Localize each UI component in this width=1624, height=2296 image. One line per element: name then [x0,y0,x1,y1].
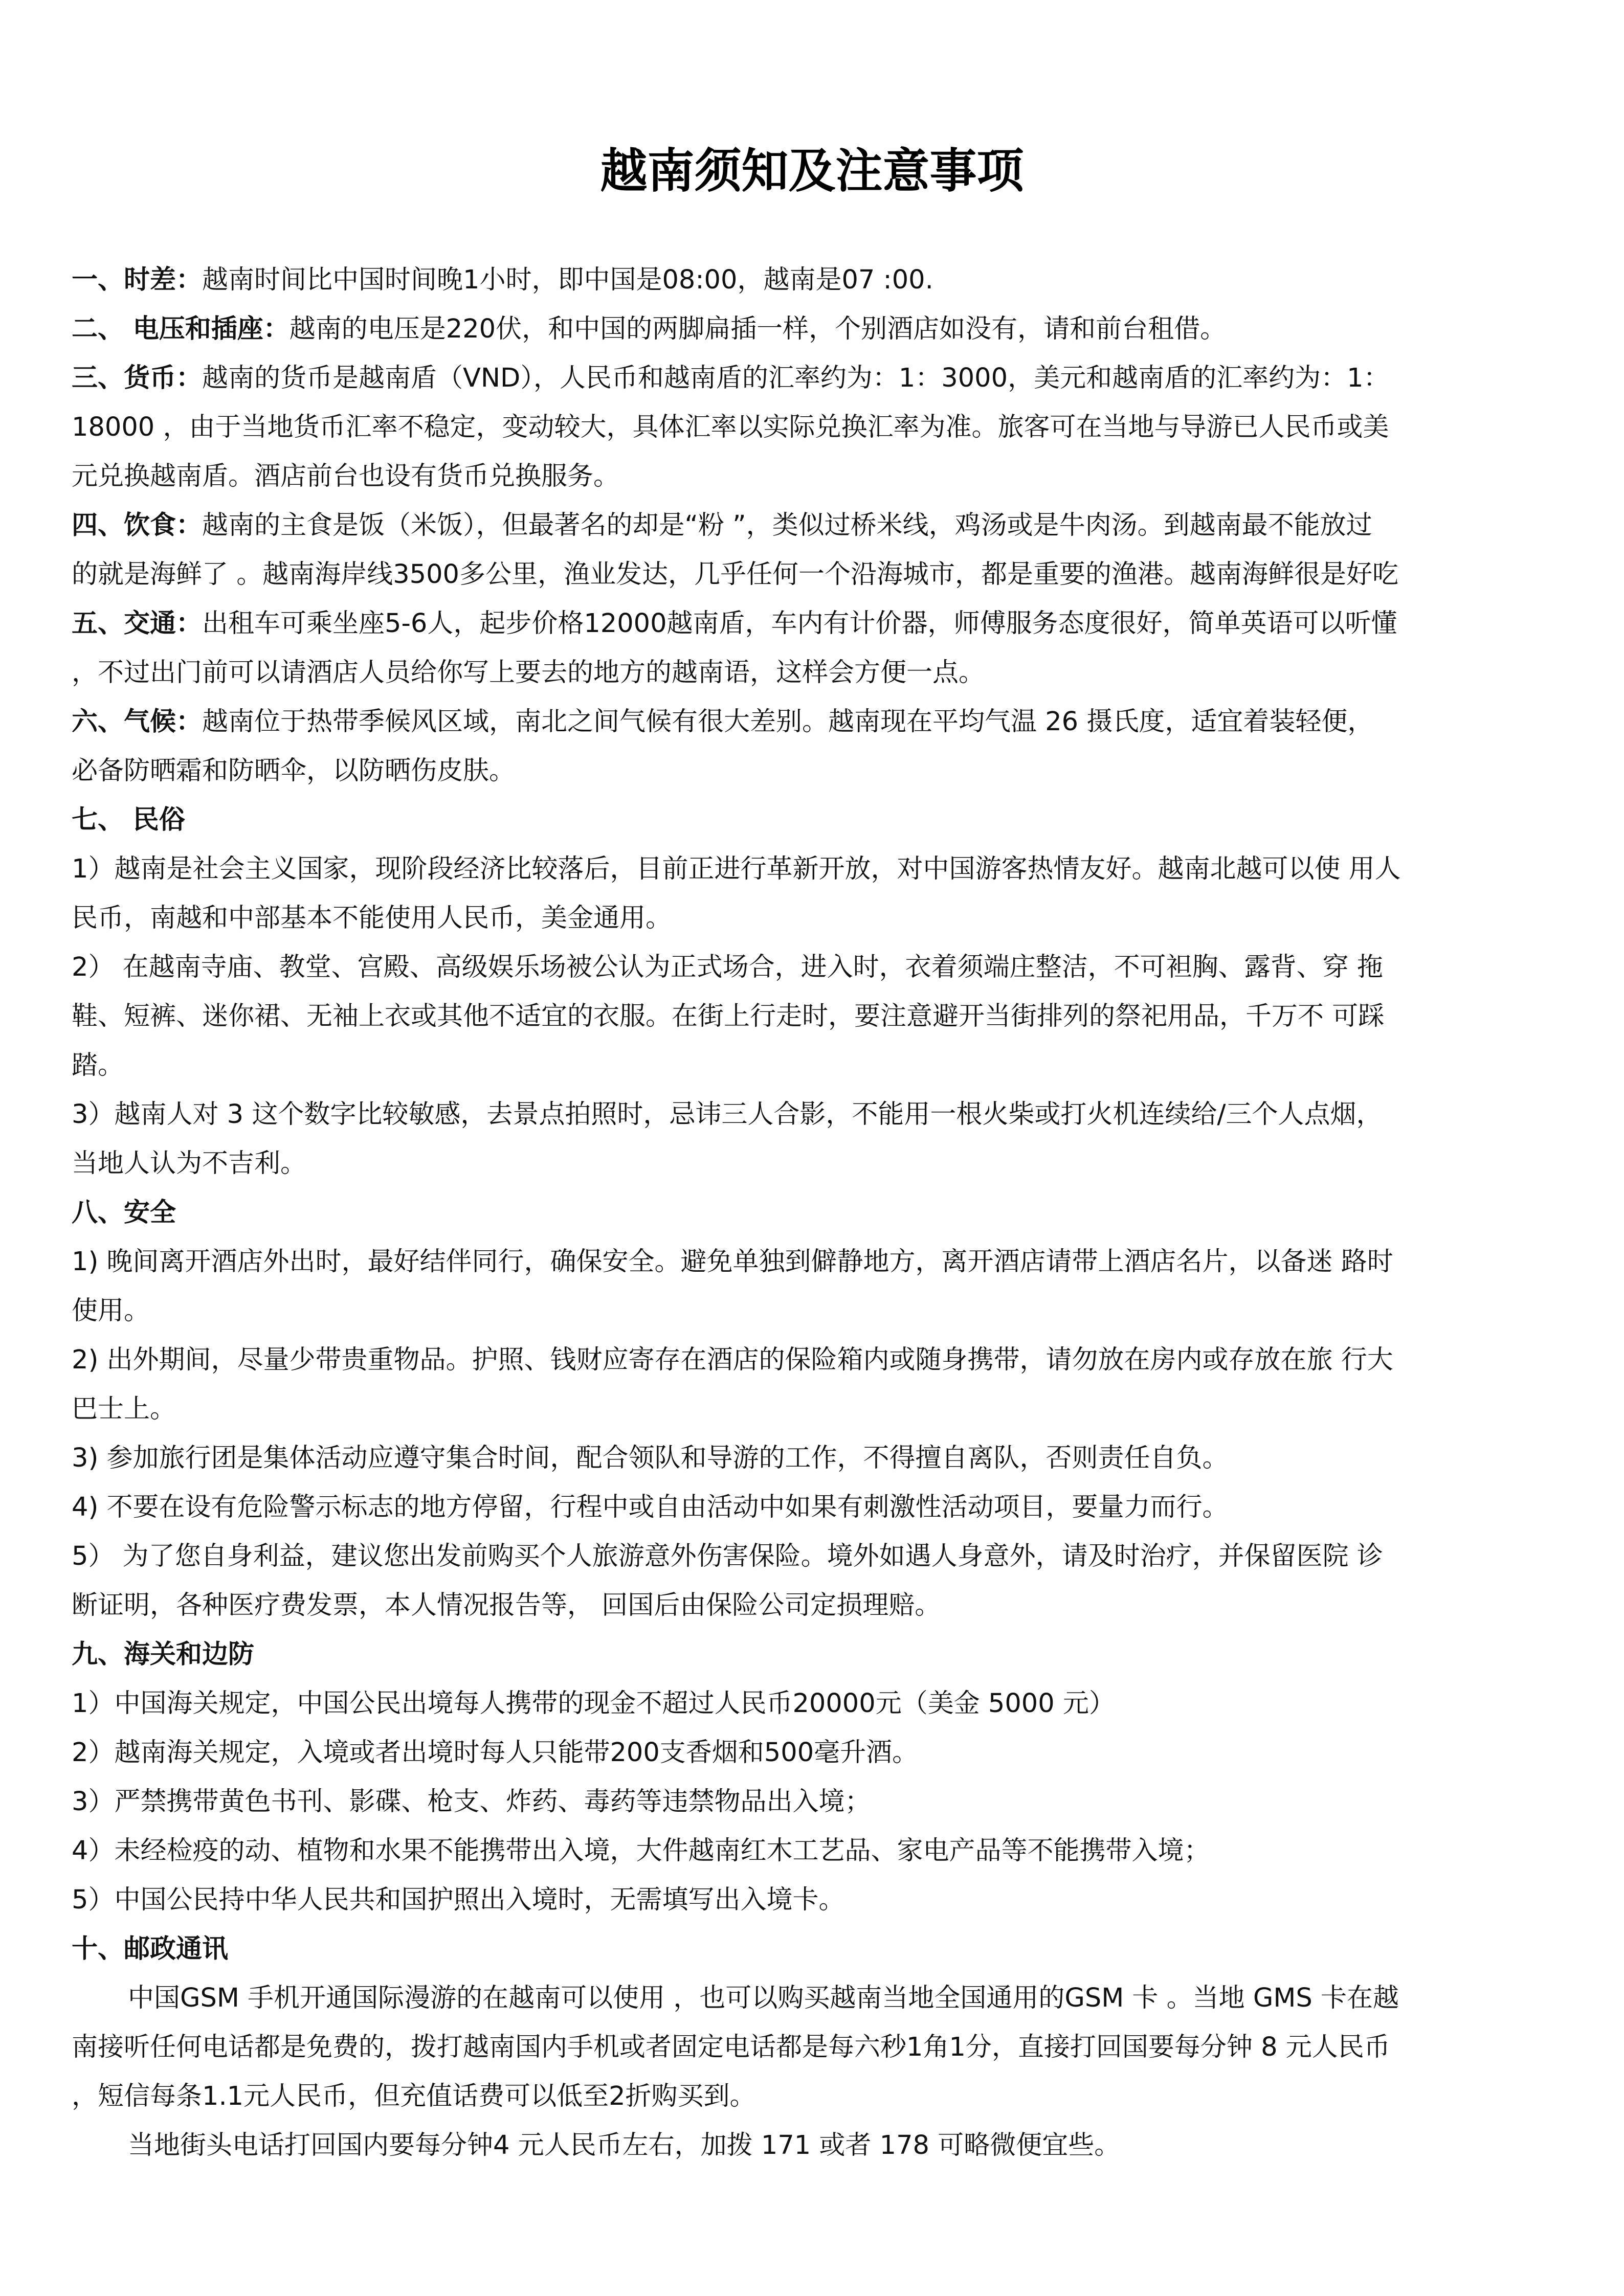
section-heading-telecom: 十、邮政通讯 [72,1934,229,1964]
text-line: 元兑换越南盾。酒店前台也设有货币兑换服务。 [72,461,620,491]
section-text: 越南的电压是220伏，和中国的两脚扁插一样，个别酒店如没有，请和前台租借。 [289,314,1227,344]
section-food [72,501,1555,550]
text-line: 当地人认为不吉利。 [72,1149,307,1179]
section-text: 越南位于热带季候风区域，南北之间气候有很大差别。越南现在平均气温 26 摄氏度，适宜着装轻便， [202,707,1374,737]
text-line: 2）越南海关规定，入境或者出境时每人只能带200支香烟和500毫升酒。 [72,1738,919,1768]
text-line: 3）越南人对 3 这个数字比较敏感，去景点拍照时，忌讳三人合影，不能用一根火柴或打火机连续给/三个人点烟， [72,1099,1383,1130]
section-voltage [72,305,1555,354]
section-text: 越南的货币是越南盾（VND），人民币和越南盾的汇率约为：1：3000，美元和越南盾的汇率约为：1： [202,363,1390,393]
section-heading-border: 九、海关和边防 [72,1639,255,1670]
text-line: 5）中国公民持中华人民共和国护照出入境时，无需填写出入境卡。 [72,1885,845,1915]
text-line: 1）中国海关规定，中国公民出境每人携带的现金不超过人民币20000元（美金 5000 元） [72,1689,1115,1719]
section-label: 一、时差： [72,265,203,295]
text-line: 5） 为了您自身利益，建议您出发前购买个人旅游意外伤害保险。境外如遇人身意外，请及时治疗，并保留医院 诊 [72,1541,1383,1571]
text-line: 必备防晒霜和防晒伞，以防晒伤皮肤。 [72,756,516,786]
text-line: 3) 参加旅行团是集体活动应遵守集合时间，配合领队和导游的工作，不得擅自离队，否则责任自负。 [72,1443,1229,1473]
page-title: 越南须知及注意事项 [600,144,1024,198]
section-text: 出租车可乘坐座5-6人，起步价格12000越南盾，车内有计价器，师傅服务态度很好，简单英语可以听懂 [202,609,1397,639]
text-line: 4) 不要在设有危险警示标志的地方停留，行程中或自由活动中如果有刺激性活动项目，要量力而行。 [72,1492,1229,1522]
section-label: 四、饮食： [72,510,203,541]
section-text: 越南的主食是饭（米饭），但最著名的却是“粉 ”，类似过桥米线，鸡汤或是牛肉汤。到越南最不能放过 [202,510,1372,541]
text-line: 巴士上。 [72,1394,176,1424]
text-line: 南接听任何电话都是免费的，拨打越南国内手机或者固定电话都是每六秒1角1分，直接打回国要每分钟 8 元人民币 [72,2032,1390,2062]
text-line: 2) 出外期间，尽量少带贵重物品。护照、钱财应寄存在酒店的保险箱内或随身携带，请勿放在房内或存放在旅 行大 [72,1345,1393,1375]
section-heading-safety: 八、安全 [72,1198,176,1228]
section-label: 二、 电压和插座： [72,314,290,344]
text-line: 1) 晚间离开酒店外出时，最好结伴同行，确保安全。避免单独到僻静地方，离开酒店请带上酒店名片，以备迷 路时 [72,1247,1393,1277]
section-text: 越南时间比中国时间晚1小时，即中国是08:00，越南是07 :00. [202,265,933,295]
section-heading-folk: 七、 民俗 [72,805,185,835]
text-line: ，不过出门前可以请酒店人员给你写上要去的地方的越南语，这样会方便一点。 [72,658,985,688]
section-transport [72,599,1555,648]
section-label: 五、交通： [72,609,203,639]
text-line: 使用。 [72,1296,150,1326]
text-line: 踏。 [72,1050,124,1081]
text-line: 当地街头电话打回国内要每分钟4 元人民币左右，加拨 171 或者 178 可略微便宜些。 [128,2130,1121,2160]
section-time [72,256,1555,305]
section-currency [72,354,1555,403]
text-line: ，短信每条1.1元人民币，但充值话费可以低至2折购买到。 [72,2081,756,2111]
section-label: 三、货币： [72,363,203,393]
text-line: 1）越南是社会主义国家，现阶段经济比较落后，目前正进行革新开放，对中国游客热情友好。越南北越可以使 用人 [72,854,1401,884]
text-line: 18000 ，由于当地货币汇率不稳定，变动较大，具体汇率以实际兑换汇率为准。旅客可在当地与导游已人民币或美 [72,412,1389,442]
text-line: 民币，南越和中部基本不能使用人民币，美金通用。 [72,903,672,933]
text-line: 4）未经检疫的动、植物和水果不能携带出入境，大件越南红木工艺品、家电产品等不能携带入境； [72,1836,1210,1866]
text-line: 2） 在越南寺庙、教堂、宫殿、高级娱乐场被公认为正式场合，进入时，衣着须端庄整洁，不可袒胸、露背、穿 拖 [72,952,1383,982]
text-line: 中国GSM 手机开通国际漫游的在越南可以使用 ，也可以购买越南当地全国通用的GSM 卡 。当地 GMS 卡在越 [128,1983,1399,2013]
section-label: 六、气候： [72,707,203,737]
section-climate [72,697,1555,747]
text-line: 断证明，各种医疗费发票，本人情况报告等， 回国后由保险公司定损理赔。 [72,1590,941,1620]
text-line: 的就是海鲜了 。越南海岸线3500多公里，渔业发达，几乎任何一个沿海城市，都是重要的渔港。越南海鲜很是好吃 [72,559,1399,590]
text-line: 3）严禁携带黄色书刊、影碟、枪支、炸药、毒药等违禁物品出入境； [72,1787,871,1817]
text-line: 鞋、短裤、迷你裙、无袖上衣或其他不适宜的衣服。在街上行走时，要注意避开当街排列的祭祀用品，千万不 可踩 [72,1001,1385,1031]
